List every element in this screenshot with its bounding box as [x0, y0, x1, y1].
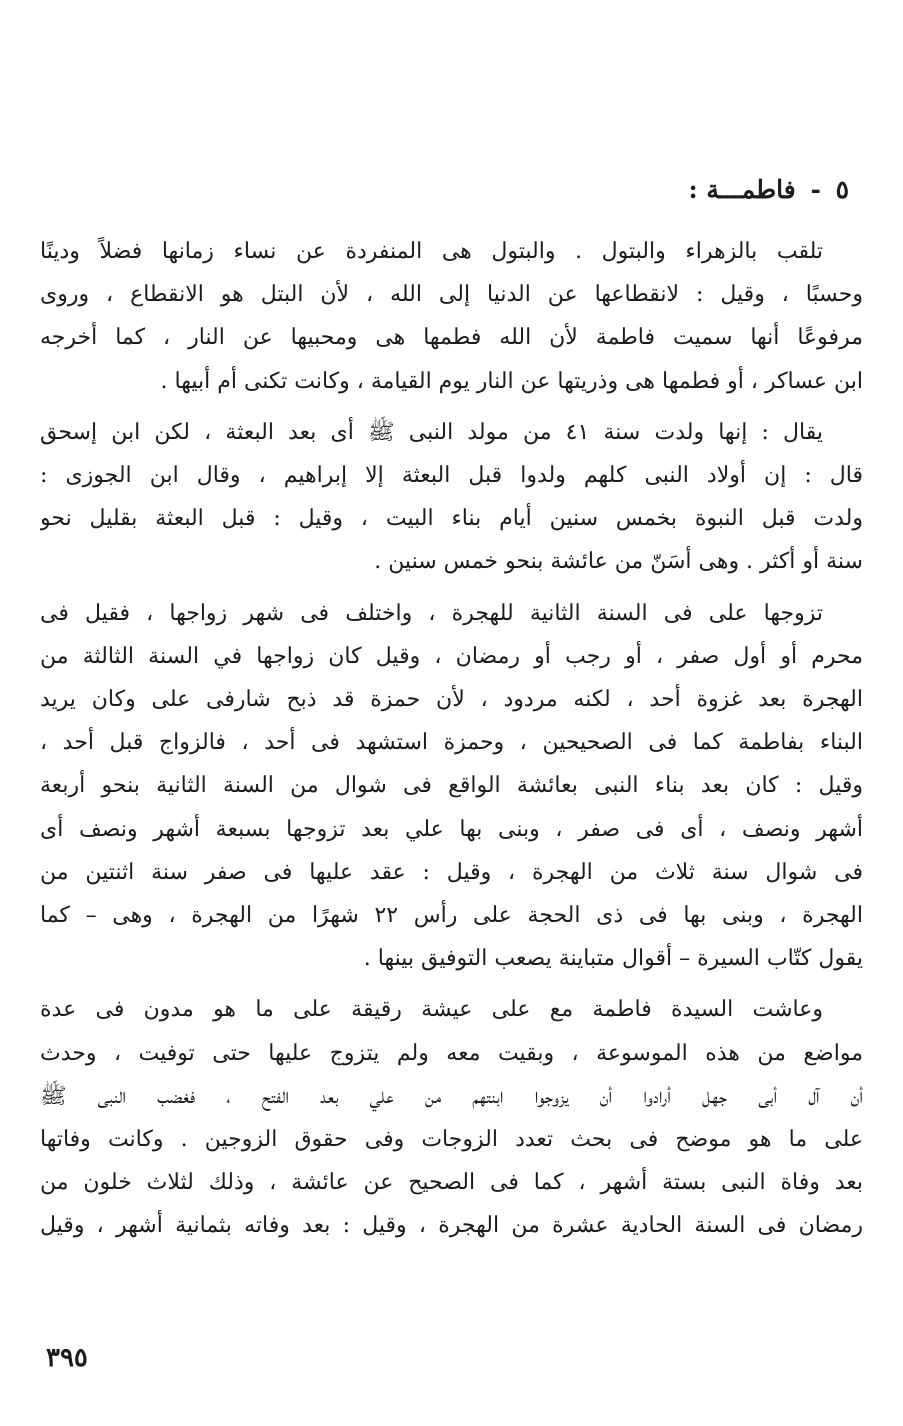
text-line: بعد وفاة النبى بستة أشهر ، كما فى الصحيح عن عائشة ، وذلك لثلاث خلون من [40, 1170, 863, 1196]
text-line: محرم أو أول صفر ، أو رجب أو رمضان ، وقيل كان زواجها في السنة الثالثة من [40, 643, 863, 669]
text-line: وحسبًا ، وقيل : لانقطاعها عن الدنيا إلى الله ، لأن البتل هو الانقطاع ، وروى [40, 282, 863, 308]
text-line: الهجرة بعد غزوة أحد ، لكنه مردود ، لأن حمزة قد ذبح شارفى على وكان يريد [40, 687, 863, 713]
text-line: وعاشت السيدة فاطمة مع على عيشة رقيقة على ما هو مدون فى عدة [40, 997, 823, 1023]
text-line: ابن عساكر ، أو فطمها هى وذريتها عن النار يوم القيامة ، وكانت تكنى أم أبيها . [160, 368, 863, 394]
text-line: البناء بفاطمة كما فى الصحيحين ، وحمزة استشهد فى أحد ، فالزواج قبل أحد ، [40, 730, 863, 756]
text-line: مواضع من هذه الموسوعة ، وبقيت معه ولم يتزوج عليها حتى توفيت ، وحدث [40, 1040, 863, 1066]
text-line: قال : إن أولاد النبى كلهم ولدوا قبل البعثة إلا إبراهيم ، وقال ابن الجوزى : [40, 463, 863, 489]
text-line: فى شوال سنة ثلاث من الهجرة ، وقيل : عقد عليها فى صفر سنة اثنتين من [40, 859, 863, 885]
section-number: ٥ [835, 175, 849, 204]
section-title: فاطمـــة : [688, 175, 796, 204]
text-line: أشهر ونصف ، أى فى صفر ، وبنى بها علي بعد تزوجها بسبعة أشهر ونصف أى [40, 816, 863, 842]
text-line: تزوجها على فى السنة الثانية للهجرة ، واختلف فى شهر زواجها ، فقيل فى [40, 600, 823, 626]
section-heading [689, 166, 850, 214]
text-line: تلقب بالزهراء والبتول . والبتول هى المنفردة عن نساء زمانها فضلاً ودينًا [40, 239, 823, 264]
section-dash: - [810, 175, 821, 204]
text-line: يقال : إنها ولدت سنة ٤١ من مولد النبى ﷺ أى بعد البعثة ، لكن ابن إسحق [40, 419, 823, 445]
text-line: وقيل : كان بعد بناء النبى بعائشة الواقع فى شوال من السنة الثانية بنحو أربعة [40, 773, 863, 799]
text-line: أن آل أبى جهل أرادوا أن يزوجوا ابنتهم من علي بعد الفتح ، فغضب النبى ﷺ [40, 1083, 863, 1109]
text-line: سنة أو أكثر . وهى أسَنّ من عائشة بنحو خمس سنين . [374, 549, 863, 575]
body-text [40, 230, 863, 1256]
text-line: ولدت قبل النبوة بخمس سنين أيام بناء البيت ، وقيل : قبل البعثة بقليل نحو [40, 506, 863, 532]
paragraph-3 [40, 592, 863, 981]
text-line: مرفوعًا أنها سميت فاطمة لأن الله فطمها هى ومحبيها عن النار ، كما أخرجه [40, 325, 863, 351]
page-number: ٣٩٥ [46, 1343, 88, 1373]
text-line: على ما هو موضح فى بحث تعدد الزوجات وفى حقوق الزوجين . وكانت وفاتها [40, 1127, 863, 1153]
text-line: يقول كتّاب السيرة – أقوال متباينة يصعب التوفيق بينها . [363, 946, 863, 972]
paragraph-2 [40, 411, 863, 584]
paragraph-1 [40, 230, 863, 403]
text-line: رمضان فى السنة الحادية عشرة من الهجرة ، وقيل : بعد وفاته بثمانية أشهر ، وقيل [40, 1213, 863, 1239]
paragraph-4 [40, 988, 863, 1247]
text-line: الهجرة ، وبنى بها فى ذى الحجة على رأس ٢٢ شهرًا من الهجرة ، وهى – كما [40, 903, 863, 929]
